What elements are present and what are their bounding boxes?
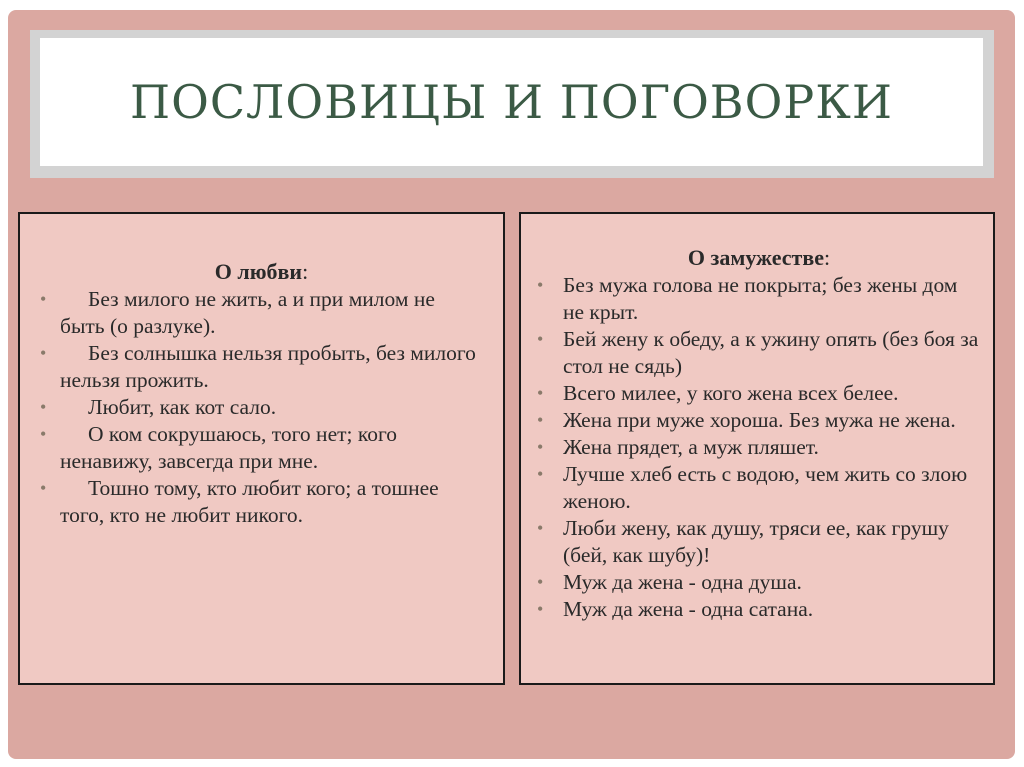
bullet-icon: • xyxy=(537,410,544,430)
list-item-text: Лучше хлеб есть с водою, чем жить со злою женою. xyxy=(563,462,968,513)
marriage-proverbs-list xyxy=(535,272,983,623)
list-item xyxy=(535,326,983,380)
list-item-text: Муж да жена - одна сатана. xyxy=(563,597,814,621)
bullet-icon: • xyxy=(40,343,47,363)
panel-marriage-heading-colon: : xyxy=(823,245,831,270)
panel-love xyxy=(18,212,505,685)
list-item xyxy=(535,461,983,515)
bullet-icon: • xyxy=(40,478,47,498)
panel-love-heading-colon: : xyxy=(302,259,309,284)
list-item-text: Люби жену, как душу, тряси ее, как грушу (бей, как шубу)! xyxy=(563,516,949,567)
list-item-text: Любит, как кот сало. xyxy=(88,395,277,419)
list-item-text: Без мужа голова не покрыта; без жены дом не крыт. xyxy=(563,273,958,324)
list-item-text: Муж да жена - одна душа. xyxy=(563,570,802,594)
list-item xyxy=(535,380,983,407)
love-proverbs-list xyxy=(40,286,483,529)
panel-marriage xyxy=(519,212,995,685)
list-item xyxy=(535,272,983,326)
bullet-icon: • xyxy=(537,464,544,484)
bullet-icon: • xyxy=(537,518,544,538)
slide-title: ПОСЛОВИЦЫ И ПОГОВОРКИ xyxy=(130,75,893,129)
list-item xyxy=(40,475,483,529)
title-box xyxy=(40,38,983,166)
list-item-text: Тошно тому, кто любит кого; а тошнее того, кто не любит никого. xyxy=(60,476,439,527)
list-item xyxy=(535,596,983,623)
bullet-icon: • xyxy=(537,329,544,349)
bullet-icon: • xyxy=(40,289,47,309)
list-item-text: Жена при муже хороша. Без мужа не жена. xyxy=(563,408,956,432)
bullet-icon: • xyxy=(40,424,47,444)
list-item-text: Без солнышка нельзя пробыть, без милого нельзя прожить. xyxy=(60,341,476,392)
list-item xyxy=(535,515,983,569)
panel-love-heading xyxy=(60,258,483,286)
bullet-icon: • xyxy=(537,275,544,295)
panel-marriage-heading-text: О замужестве xyxy=(687,245,824,270)
bullet-icon: • xyxy=(537,572,544,592)
list-item xyxy=(535,407,983,434)
panel-marriage-heading xyxy=(535,244,983,272)
list-item-text: Бей жену к обеду, а к ужину опять (без боя за стол не сядь) xyxy=(563,327,979,378)
list-item xyxy=(40,340,483,394)
list-item xyxy=(535,569,983,596)
list-item-text: О ком сокрушаюсь, того нет; кого ненавижу, завсегда при мне. xyxy=(60,422,397,473)
list-item xyxy=(40,394,483,421)
bullet-icon: • xyxy=(537,599,544,619)
list-item-text: Без милого не жить, а и при милом не быть (о разлуке). xyxy=(60,287,435,338)
list-item xyxy=(40,286,483,340)
list-item xyxy=(535,434,983,461)
bullet-icon: • xyxy=(537,383,544,403)
bullet-icon: • xyxy=(40,397,47,417)
bullet-icon: • xyxy=(537,437,544,457)
list-item-text: Всего милее, у кого жена всех белее. xyxy=(563,381,899,405)
panel-love-heading-text: О любви xyxy=(214,259,303,284)
list-item-text: Жена прядет, а муж пляшет. xyxy=(563,435,819,459)
list-item xyxy=(40,421,483,475)
